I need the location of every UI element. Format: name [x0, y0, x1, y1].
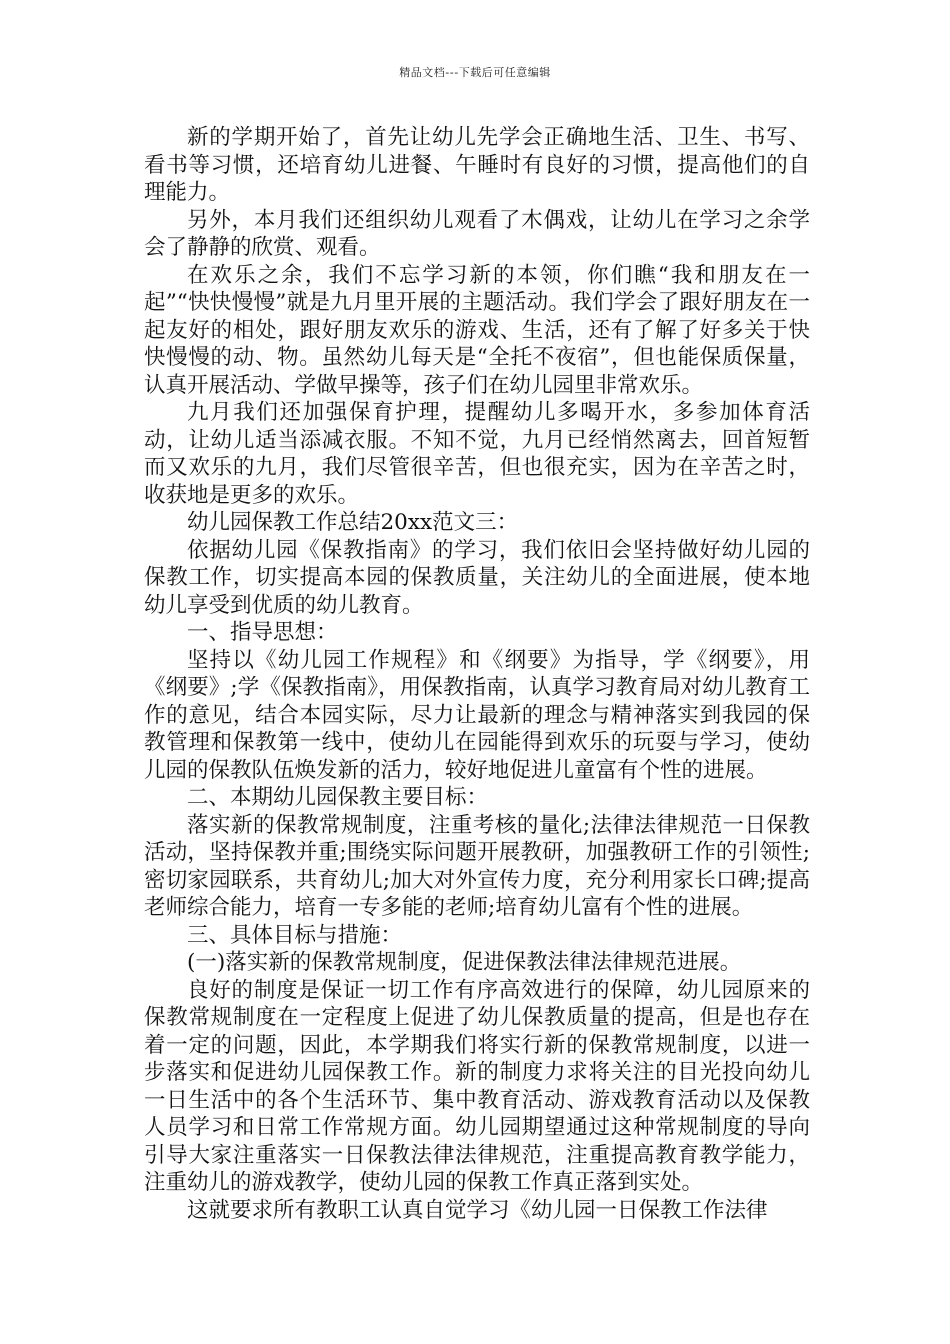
section-heading: 一、指导思想：: [187, 620, 338, 645]
section-heading: 二、本期幼儿园保教主要目标：: [187, 785, 489, 810]
document-body: [144, 124, 810, 1224]
subsection-heading: (一)落实新的保教常规制度，促进保教法律法律规范进展。: [187, 950, 742, 975]
section-title: 幼儿园保教工作总结20xx范文三：: [187, 510, 519, 535]
paragraph: 新的学期开始了，首先让幼儿先学会正确地生活、卫生、书写、看书等习惯，还培育幼儿进餐、午睡时有良好的习惯，提高他们的自理能力。: [144, 125, 810, 205]
paragraph: 在欢乐之余，我们不忘学习新的本领，你们瞧“我和朋友在一起”“快快慢慢”就是九月里开展的主题活动。我们学会了跟好朋友在一起友好的相处，跟好朋友欢乐的游戏、生活，还有了解了好多关于快快慢慢的动、物。虽然幼儿每天是“全托不夜宿”，但也能保质保量，认真开展活动、学做早操等，孩子们在幼儿园里非常欢乐。: [144, 262, 810, 398]
section-heading: 三、具体目标与措施：: [187, 922, 403, 948]
page-header: 精品文档---下载后可任意编辑: [399, 66, 551, 79]
paragraph: 依据幼儿园《保教指南》的学习，我们依旧会坚持做好幼儿园的保教工作，切实提高本园的保教质量，关注幼儿的全面进展，使本地幼儿享受到优质的幼儿教育。: [144, 537, 810, 618]
paragraph: 这就要求所有教职工认真自觉学习《幼儿园一日保教工作法律: [187, 1197, 768, 1223]
paragraph: 坚持以《幼儿园工作规程》和《纲要》为指导，学《纲要》，用《纲要》;学《保教指南》，用保教指南，认真学习教育局对幼儿教育工作的意见，结合本园实际，尽力让最新的理念与精神落实到我园的保教管理和保教第一线中，使幼儿在园能得到欢乐的玩耍与学习，使幼儿园的保教队伍焕发新的活力，较好地促进儿童富有个性的进展。: [144, 647, 810, 783]
paragraph: 良好的制度是保证一切工作有序高效进行的保障，幼儿园原来的保教常规制度在一定程度上促进了幼儿保教质量的提高，但是也存在着一定的问题，因此，本学期我们将实行新的保教常规制度，以进一步落实和促进幼儿园保教工作。新的制度力求将关注的目光投向幼儿一日生活中的各个生活环节、集中教育活动、游戏教育活动以及保教人员学习和日常工作常规方面。幼儿园期望通过这种常规制度的导向引导大家注重落实一日保教法律法律规范，注重提高教育教学能力，注重幼儿的游戏教学，使幼儿园的保教工作真正落到实处。: [144, 977, 810, 1195]
paragraph: 九月我们还加强保育护理，提醒幼儿多喝开水，多参加体育活动，让幼儿适当添减衣服。不知不觉，九月已经悄然离去，回首短暂而又欢乐的九月，我们尽管很辛苦，但也很充实，因为在辛苦之时，收获地是更多的欢乐。: [144, 400, 810, 508]
paragraph: 另外，本月我们还组织幼儿观看了木偶戏，让幼儿在学习之余学会了静静的欣赏、观看。: [144, 207, 810, 260]
paragraph: 落实新的保教常规制度，注重考核的量化;法律法律规范一日保教活动，坚持保教并重;围绕实际问题开展教研，加强教研工作的引领性;密切家园联系，共育幼儿;加大对外宣传力度，充分利用家长口碑;提高老师综合能力，培育一专多能的老师;培育幼儿富有个性的进展。: [144, 812, 810, 920]
